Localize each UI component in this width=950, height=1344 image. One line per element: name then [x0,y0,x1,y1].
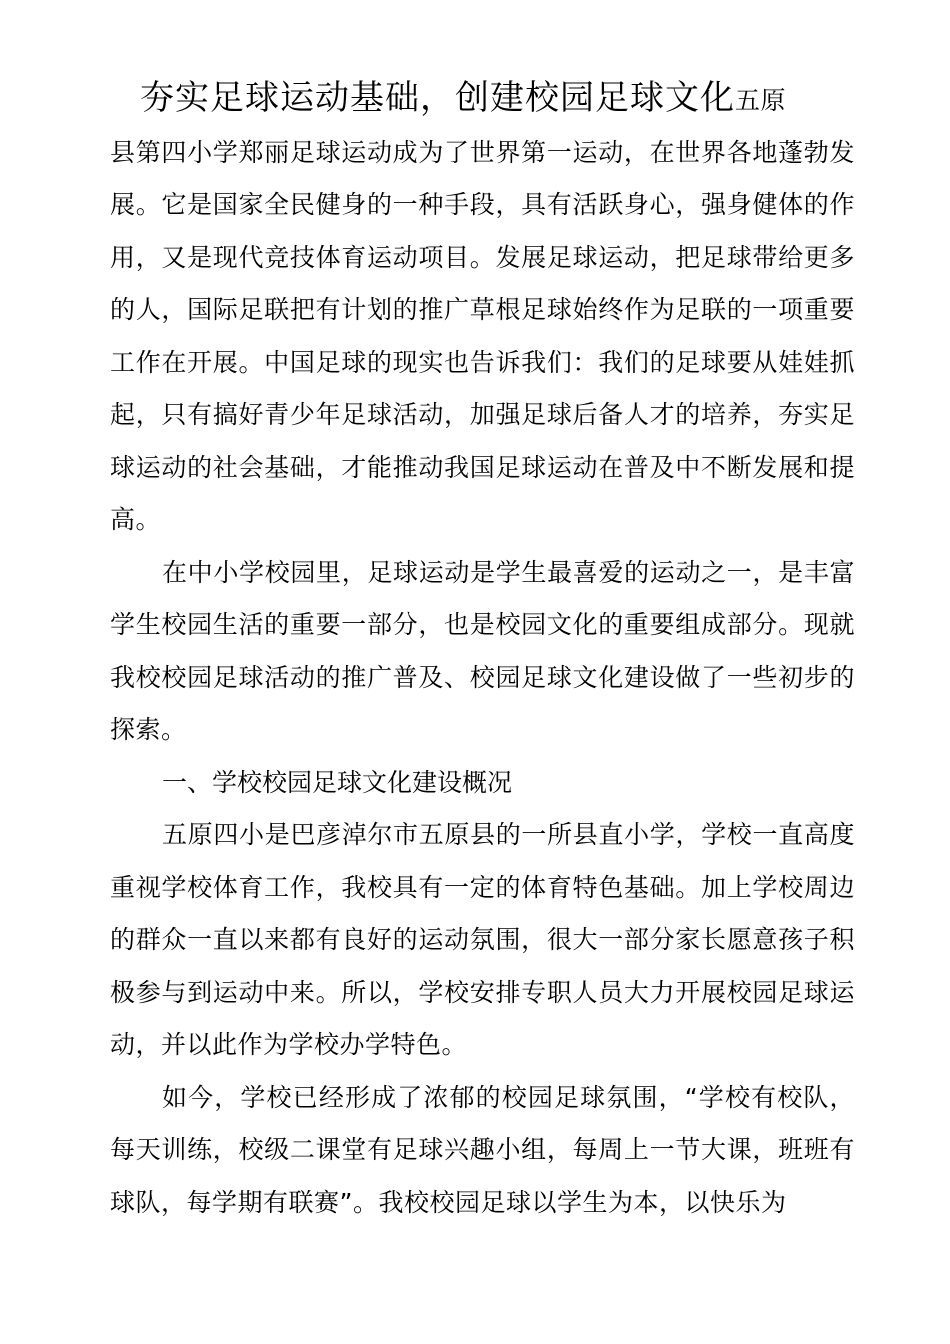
title-line [110,72,855,128]
document-title: 夯实足球运动基础，创建校园足球文化 [140,78,735,118]
paragraph-current-status: 如今，学校已经形成了浓郁的校园足球氛围，“学校有校队，每天训练，校级二课堂有足球兴趣小组，每周上一节大课，班班有球队，每学期有联赛”。我校校园足球以学生为本，以快乐为 [110,1082,855,1217]
paragraph-campus: 在中小学校园里，足球运动是学生最喜爱的运动之一，是丰富学生校园生活的重要一部分，也是校园文化的重要组成部分。现就我校校园足球活动的推广普及、校园足球文化建设做了一些初步的探索。 [110,557,855,744]
document-page [110,72,855,1229]
paragraph-school-overview: 五原四小是巴彦淖尔市五原县的一所县直小学，学校一直高度重视学校体育工作，我校具有一定的体育特色基础。加上学校周边的群众一直以来都有良好的运动氛围，很大一部分家长愿意孩子积极参与到运动中来。所以，学校安排专职人员大力开展校园足球运动，并以此作为学校办学特色。 [110,820,855,1059]
section-heading: 一、学校校园足球文化建设概况 [162,767,513,797]
paragraph-intro: 县第四小学郑丽足球运动成为了世界第一运动，在世界各地蓬勃发展。它是国家全民健身的一种手段，具有活跃身心，强身健体的作用，又是现代竞技体育运动项目。发展足球运动，把足球带给更多的人，国际足联把有计划的推广草根足球始终作为足联的一项重要工作在开展。中国足球的现实也告诉我们：我们的足球要从娃娃抓起，只有搞好青少年足球活动，加强足球后备人才的培养，夯实足球运动的社会基础，才能推动我国足球运动在普及中不断发展和提高。 [110,137,855,534]
title-continuation: 五原 [735,86,787,115]
